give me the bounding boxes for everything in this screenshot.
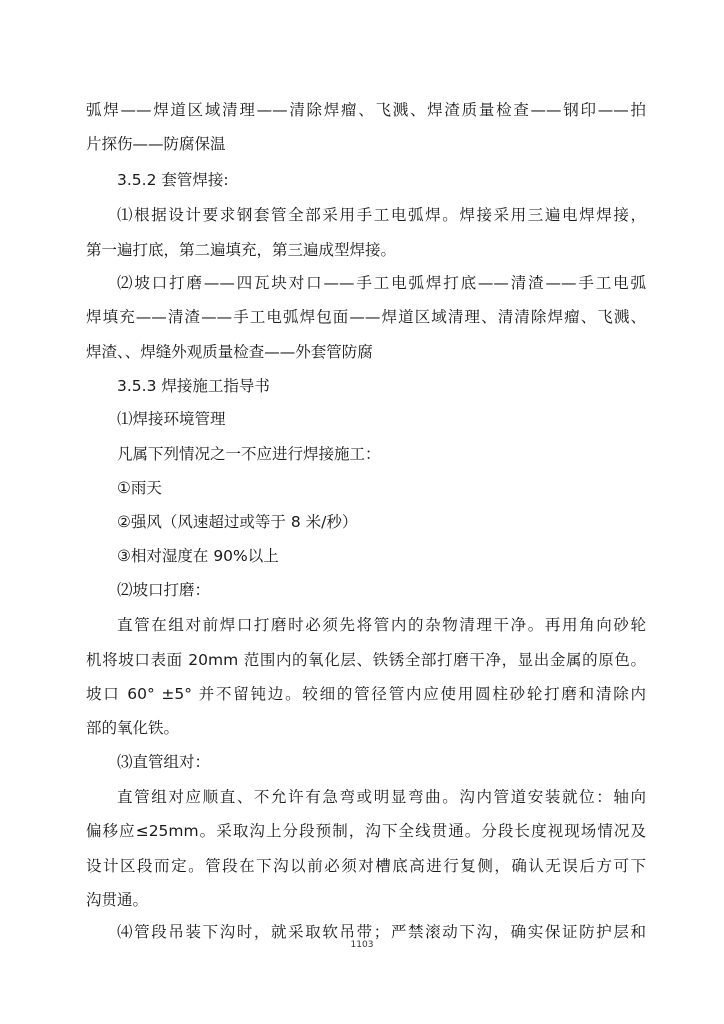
text-line: 坡口 60° ±5° 并不留钝边。较细的管径管内应使用圆柱砂轮打磨和清除内 xyxy=(86,685,646,703)
text-line: 直管在组对前焊口打磨时必须先将管内的杂物清理干净。再用角向砂轮 xyxy=(117,616,646,634)
text-line: ⑵坡口打磨： xyxy=(117,581,211,599)
text-line: 设计区段而定。管段在下沟以前必须对槽底高进行复侧，确认无误后方可下 xyxy=(86,857,646,875)
section-heading: 3.5.3 焊接施工指导书 xyxy=(117,377,270,395)
list-item: ②强风（风速超过或等于 8 米/秒） xyxy=(117,513,358,531)
text-line: 片探伤——防腐保温 xyxy=(86,135,226,153)
text-line: ⑴焊接环境管理 xyxy=(117,410,226,428)
text-line: 机将坡口表面 20mm 范围内的氧化层、铁锈全部打磨干净，显出金属的原色。 xyxy=(86,651,646,669)
page-number: 1103 xyxy=(350,940,374,950)
section-heading: 3.5.2 套管焊接: xyxy=(117,171,229,189)
text-line: 沟贯通。 xyxy=(86,891,149,909)
text-line: ⑴根据设计要求钢套管全部采用手工电弧焊。焊接采用三遍电焊焊接， xyxy=(117,206,646,224)
list-item: ③相对湿度在 90%以上 xyxy=(117,547,279,565)
text-line: 凡属下列情况之一不应进行焊接施工： xyxy=(117,445,381,463)
list-item: ①雨天 xyxy=(117,479,162,497)
text-line: 焊渣、、焊缝外观质量检查——外套管防腐 xyxy=(86,343,373,361)
text-line: ⑵坡口打磨——四瓦块对口——手工电弧焊打底——清渣——手工电弧 xyxy=(117,274,646,292)
text-line: 弧焊——焊道区域清理——清除焊瘤、飞溅、焊渣质量检查——钢印——拍 xyxy=(86,101,646,119)
text-line: ⑷管段吊装下沟时，就采取软吊带；严禁滚动下沟，确实保证防护层和 xyxy=(117,923,646,941)
text-line: 第一遍打底，第二遍填充，第三遍成型焊接。 xyxy=(86,241,397,259)
text-line: ⑶直管组对： xyxy=(117,753,211,771)
text-line: 焊填充——清渣——手工电弧焊包面——焊道区域清理、清清除焊瘤、飞溅、 xyxy=(86,308,646,326)
text-line: 直管组对应顺直、不允许有急弯或明显弯曲。沟内管道安装就位：轴向 xyxy=(117,788,646,806)
text-line: 偏移应≤25mm。采取沟上分段预制，沟下全线贯通。分段长度视现场情况及 xyxy=(86,822,646,840)
text-line: 部的氧化铁。 xyxy=(86,719,180,737)
